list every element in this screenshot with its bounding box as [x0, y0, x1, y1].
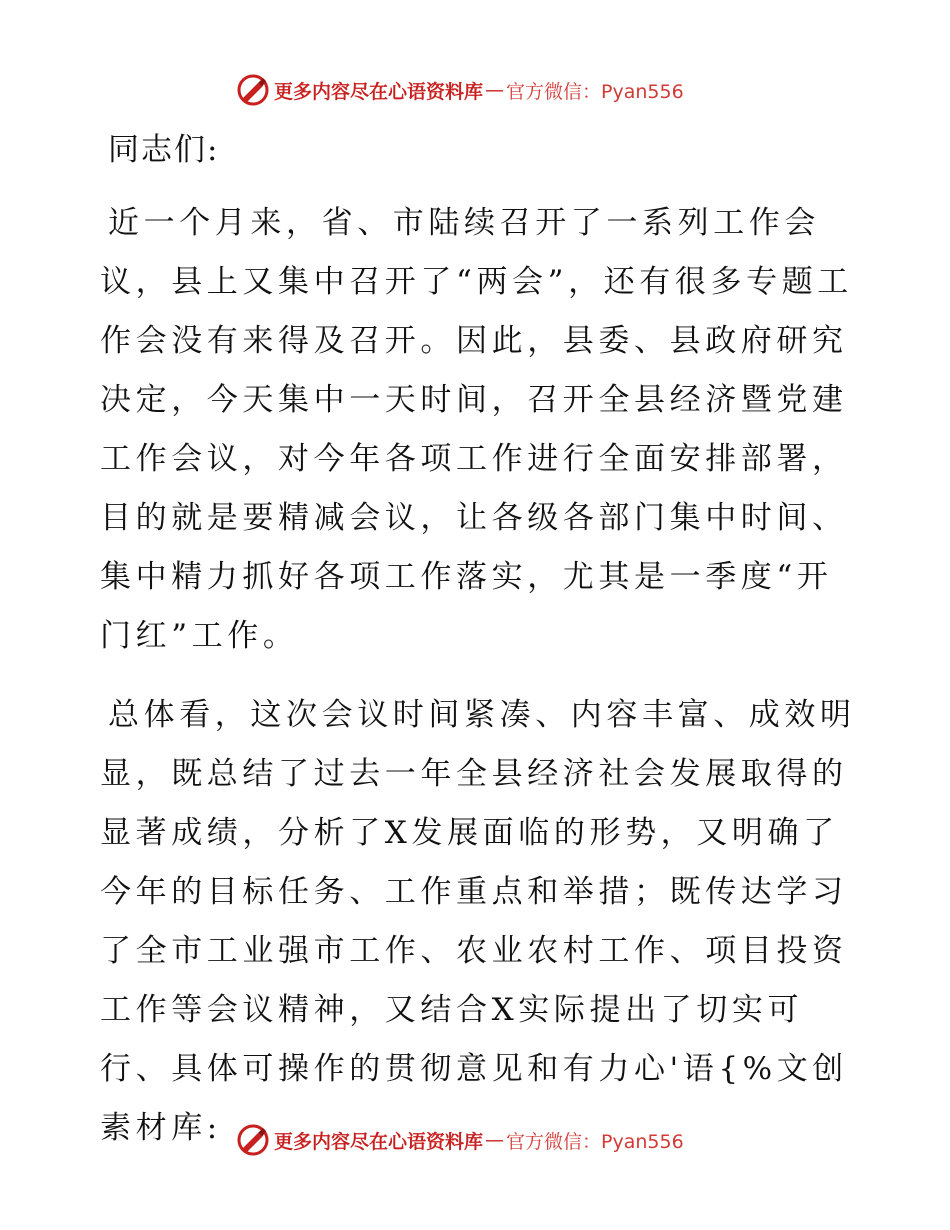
- watermark-contact: 官方微信：Pyan556: [506, 1130, 684, 1153]
- watermark-brand: 更多内容尽在心语资料库: [274, 1130, 484, 1153]
- paragraph-1: [100, 194, 860, 666]
- pen-logo-icon: [236, 1123, 270, 1157]
- watermark-brand: 更多内容尽在心语资料库: [274, 80, 484, 103]
- watermark-contact: 官方微信：Pyan556: [506, 80, 684, 103]
- salutation: 同志们:: [108, 132, 220, 168]
- document-body: [100, 120, 860, 1158]
- pen-logo-icon: [236, 73, 270, 107]
- watermark-banner-bottom: [236, 1122, 756, 1158]
- watermark-separator: —: [485, 1129, 505, 1151]
- paragraph-2: [100, 686, 860, 1158]
- watermark-banner-top: [236, 72, 756, 108]
- paragraph-1-text: 近一个月来，省、市陆续召开了一系列工作会议，县上又集中召开了“两会”，还有很多专题工作会没有来得及召开。因此，县委、县政府研究决定，今天集中一天时间，召开全县经济暨党建工作会议，对今年各项工作进行全面安排部署，目的就是要精减会议，让各级各部门集中时间、集中精力抓好各项工作落实，尤其是一季度“开门红”工作。: [100, 205, 853, 654]
- paragraph-2-text: 总体看，这次会议时间紧凑、内容丰富、成效明显，既总结了过去一年全县经济社会发展取得的显著成绩，分析了X发展面临的形势，又明确了今年的目标任务、工作重点和举措；既传达学习了全市工业强市工作、农业农村工作、项目投资工作等会议精神，又结合X实际提出了切实可行、具体可操作的贯彻意见和有力心'语{%文创素材库:: [100, 697, 856, 1146]
- watermark-separator: —: [485, 79, 505, 101]
